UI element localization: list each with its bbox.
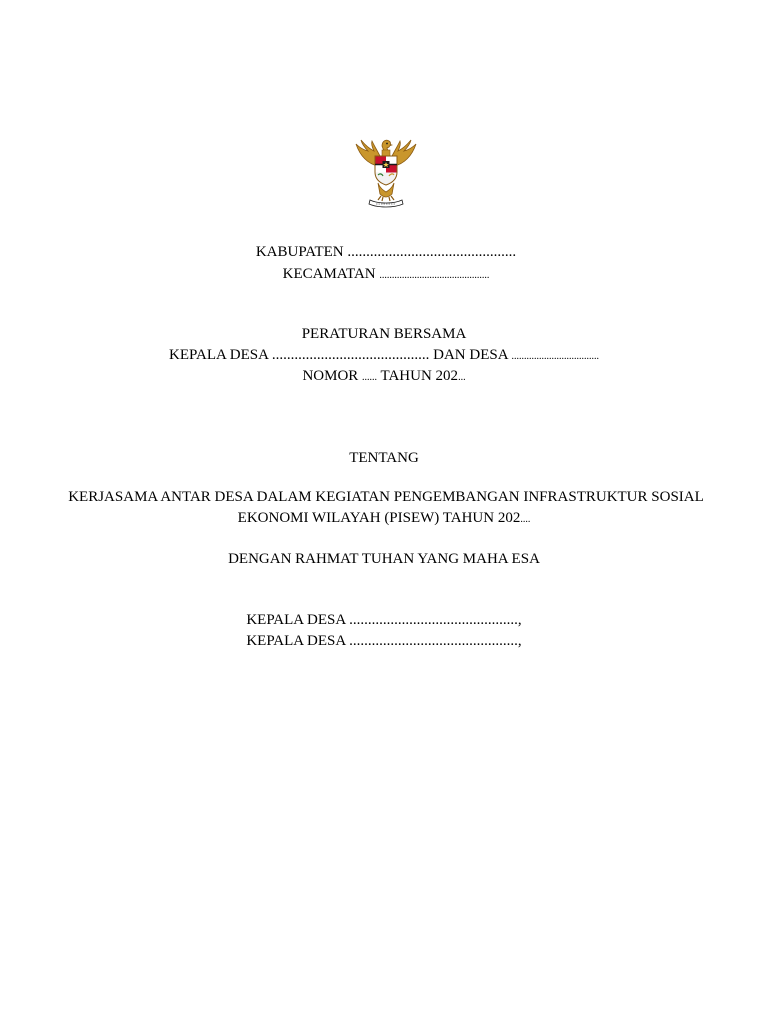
- kepala-desa-label: KEPALA DESA: [169, 347, 269, 363]
- signatory-label: KEPALA DESA: [246, 612, 346, 628]
- garuda-pancasila-emblem-icon: [348, 136, 424, 208]
- subject-line-1: KERJASAMA ANTAR DESA DALAM KEGIATAN PENGEMBANGAN INFRASTRUKTUR SOSIAL: [68, 489, 704, 505]
- document-title: PERATURAN BERSAMA: [301, 326, 467, 342]
- tahun-label: TAHUN 202: [380, 368, 459, 384]
- subject-line-2: [0, 508, 768, 530]
- subject-dots: ....: [520, 514, 531, 525]
- signatory-line: [0, 610, 768, 630]
- tahun-dots: ...: [458, 372, 466, 383]
- signatory-dots: .............................................,: [349, 612, 522, 628]
- kabupaten-label: KABUPATEN: [255, 244, 344, 260]
- kecamatan-line: [2, 264, 768, 286]
- preamble: DENGAN RAHMAT TUHAN YANG MAHA ESA: [228, 551, 540, 567]
- kepala-desa-line: [0, 345, 768, 367]
- kabupaten-dots: .............................................: [347, 244, 517, 260]
- tentang-heading: TENTANG: [349, 450, 419, 466]
- kepala-desa-dots: ..........................................: [271, 347, 430, 363]
- subject-text: EKONOMI WILAYAH (PISEW) TAHUN 202: [237, 510, 521, 526]
- dan-desa-label: DAN DESA: [433, 347, 508, 363]
- nomor-line: [0, 366, 768, 388]
- signatory-dots: .............................................,: [349, 633, 522, 649]
- nomor-label: NOMOR: [302, 368, 359, 384]
- kabupaten-line: [2, 242, 768, 262]
- signatory-line: [0, 631, 768, 651]
- dan-desa-dots: ...................................: [511, 351, 599, 362]
- nomor-dots: ......: [362, 372, 378, 383]
- kecamatan-dots: ............................................: [379, 270, 490, 281]
- signatory-label: KEPALA DESA: [246, 633, 346, 649]
- kecamatan-label: KECAMATAN: [282, 266, 376, 282]
